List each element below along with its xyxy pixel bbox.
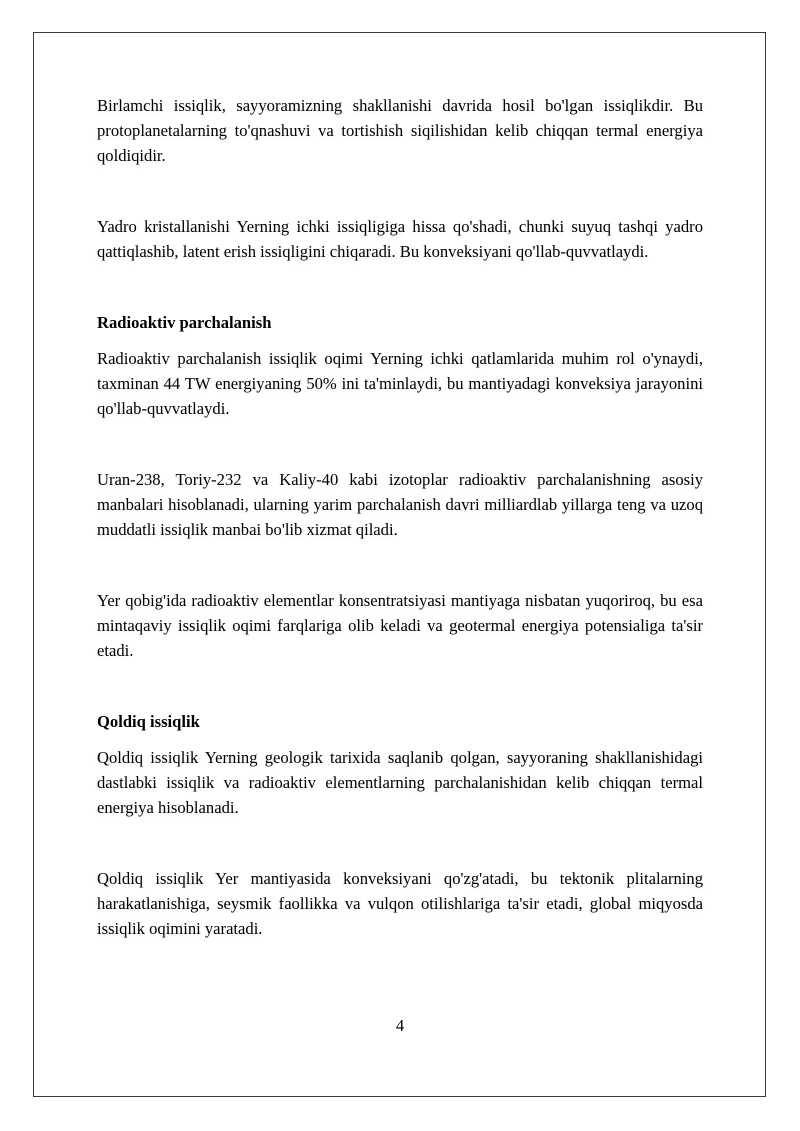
paragraph-isotopes: Uran-238, Toriy-232 va Kaliy-40 kabi izotoplar radioaktiv parchalanishning asosiy manbalari hisoblanadi, ularning yarim parchalanish davri milliardlab yillarga teng va uzoq muddatli issiqlik manbai bo'lib xizmat qiladi. [97, 470, 703, 539]
page-number: 4 [395, 1016, 405, 1035]
paragraph-radioactive-heat-flow: Radioaktiv parchalanish issiqlik oqimi Yerning ichki qatlamlarida muhim rol o'ynaydi, taxminan 44 TW energiyaning 50% ini ta'minlaydi, bu mantiyadagi konveksiya jarayonini qo'llab-quvvatlaydi. [97, 349, 703, 418]
paragraph-mantle-convection: Qoldiq issiqlik Yer mantiyasida konveksiyani qo'zg'atadi, bu tektonik plitalarning harakatlanishiga, seysmik faollikka va vulqon otilishlariga ta'sir etadi, global miqyosda issiqlik oqimini yaratadi. [97, 869, 703, 938]
heading-radioactive-decay: Radioaktiv parchalanish [97, 313, 272, 332]
paragraph-residual-heat-definition: Qoldiq issiqlik Yerning geologik tarixida saqlanib qolgan, sayyoraning shakllanishidagi dastlabki issiqlik va radioaktiv elementlarning parchalanishidan kelib chiqqan termal energiya hisoblanadi. [97, 748, 703, 817]
heading-residual-heat: Qoldiq issiqlik [97, 712, 200, 731]
paragraph-core-crystallization: Yadro kristallanishi Yerning ichki issiqligiga hissa qo'shadi, chunki suyuq tashqi yadro qattiqlashib, latent erish issiqligini chiqaradi. Bu konveksiyani qo'llab-quvvatlaydi. [97, 217, 703, 261]
document-body [97, 93, 703, 941]
paragraph-primordial-heat: Birlamchi issiqlik, sayyoramizning shakllanishi davrida hosil bo'lgan issiqlikdir. Bu protoplanetalarning to'qnashuvi va tortishish siqilishidan kelib chiqqan termal energiya qoldiqidir. [97, 96, 703, 165]
paragraph-crust-concentration: Yer qobig'ida radioaktiv elementlar konsentratsiyasi mantiyaga nisbatan yuqoriroq, bu esa mintaqaviy issiqlik oqimi farqlariga olib keladi va geotermal energiya potensialiga ta'sir etadi. [97, 591, 703, 660]
